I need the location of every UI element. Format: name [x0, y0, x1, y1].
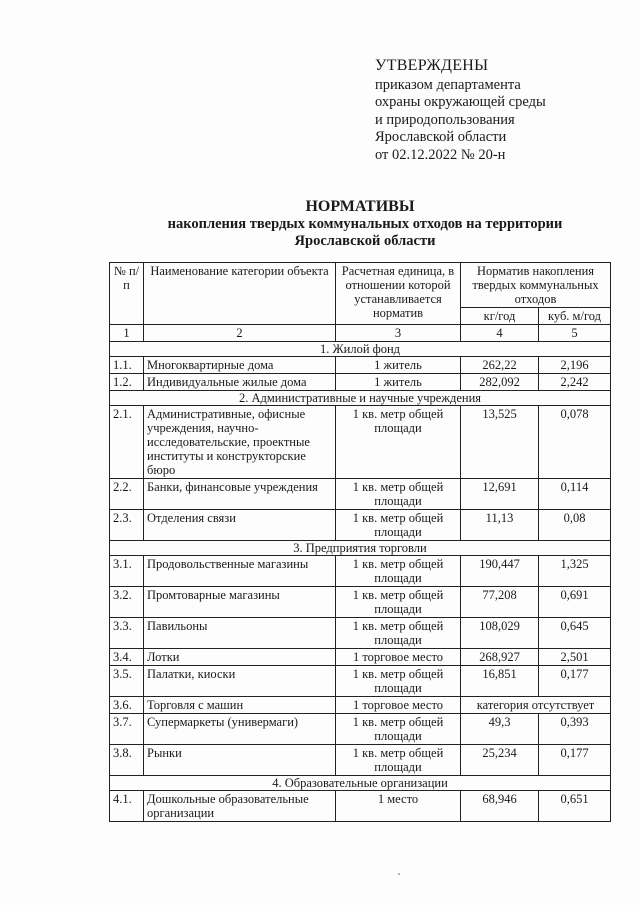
table-row [110, 697, 611, 714]
row-category: Дошкольные образовательные организации [144, 791, 336, 822]
row-category: Лотки [144, 649, 336, 666]
row-unit: 1 кв. метр общей площади [336, 714, 461, 745]
table-row [110, 791, 611, 822]
approval-line: охраны окружающей среды [375, 94, 546, 110]
row-category: Индивидуальные жилые дома [144, 374, 336, 391]
row-number: 3.3. [110, 618, 144, 649]
row-unit: 1 кв. метр общей площади [336, 587, 461, 618]
row-m3-value: 0,651 [539, 791, 611, 822]
row-unit: 1 место [336, 791, 461, 822]
row-kg-value: 68,946 [461, 791, 539, 822]
row-m3-value: 0,691 [539, 587, 611, 618]
row-unit: 1 житель [336, 357, 461, 374]
row-unit: 1 житель [336, 374, 461, 391]
row-unit: 1 торговое место [336, 649, 461, 666]
row-kg-value: 11,13 [461, 510, 539, 541]
row-category: Палатки, киоски [144, 666, 336, 697]
row-category: Супермаркеты (универмаги) [144, 714, 336, 745]
col-number: 3 [336, 325, 461, 342]
row-m3-value: 2,196 [539, 357, 611, 374]
row-kg-value: 16,851 [461, 666, 539, 697]
row-kg-value: 108,029 [461, 618, 539, 649]
col-number: 5 [539, 325, 611, 342]
table-row [110, 556, 611, 587]
row-category: Отделения связи [144, 510, 336, 541]
row-number: 2.3. [110, 510, 144, 541]
col-number: 4 [461, 325, 539, 342]
header-kg: кг/год [461, 308, 539, 325]
table-row [110, 649, 611, 666]
row-unit: 1 кв. метр общей площади [336, 510, 461, 541]
subtitle-line: Ярославской области [294, 233, 436, 249]
row-category: Павильоны [144, 618, 336, 649]
section-title: 4. Образовательные организации [110, 776, 611, 791]
row-number: 3.8. [110, 745, 144, 776]
row-kg-value: 13,525 [461, 406, 539, 479]
norms-table [109, 262, 611, 822]
header-m3: куб. м/год [539, 308, 611, 325]
row-unit: 1 кв. метр общей площади [336, 666, 461, 697]
row-kg-value: 12,691 [461, 479, 539, 510]
section-row [110, 776, 611, 791]
scan-speck [398, 873, 400, 875]
table-header-row [110, 263, 611, 308]
section-title: 1. Жилой фонд [110, 342, 611, 357]
table-row [110, 618, 611, 649]
col-number: 1 [110, 325, 144, 342]
row-category: Банки, финансовые учреждения [144, 479, 336, 510]
row-number: 3.2. [110, 587, 144, 618]
row-kg-value: 77,208 [461, 587, 539, 618]
row-m3-value: 2,501 [539, 649, 611, 666]
row-unit: 1 кв. метр общей площади [336, 745, 461, 776]
table-row [110, 510, 611, 541]
table-row [110, 587, 611, 618]
approval-line: приказом департамента [375, 76, 521, 93]
table-row [110, 479, 611, 510]
row-m3-value: 0,645 [539, 618, 611, 649]
header-norm: Норматив накопления твердых коммунальных отходов [461, 263, 611, 308]
table-row [110, 406, 611, 479]
row-m3-value: 0,177 [539, 666, 611, 697]
section-title: 2. Административные и научные учреждения [110, 391, 611, 406]
row-number: 3.1. [110, 556, 144, 587]
row-number: 3.7. [110, 714, 144, 745]
row-m3-value: 2,242 [539, 374, 611, 391]
row-number: 4.1. [110, 791, 144, 822]
row-unit: 1 кв. метр общей площади [336, 556, 461, 587]
row-unit: 1 кв. метр общей площади [336, 618, 461, 649]
header-num: № п/п [110, 263, 144, 325]
table-row [110, 374, 611, 391]
row-m3-value: 0,078 [539, 406, 611, 479]
row-unit: 1 кв. метр общей площади [336, 406, 461, 479]
row-unit: 1 кв. метр общей площади [336, 479, 461, 510]
row-category: Продовольственные магазины [144, 556, 336, 587]
approval-line: и природопользования [375, 111, 515, 128]
row-kg-value: 262,22 [461, 357, 539, 374]
row-category: Торговля с машин [144, 697, 336, 714]
row-number: 3.6. [110, 697, 144, 714]
document-subtitle [140, 216, 590, 250]
row-number: 3.5. [110, 666, 144, 697]
row-m3-value: 0,393 [539, 714, 611, 745]
table-row [110, 714, 611, 745]
row-category: Рынки [144, 745, 336, 776]
section-title: 3. Предприятия торговли [110, 541, 611, 556]
document-title: НОРМАТИВЫ [305, 198, 415, 215]
col-number: 2 [144, 325, 336, 342]
section-row [110, 541, 611, 556]
row-number: 2.2. [110, 479, 144, 510]
header-name: Наименование категории объекта [144, 263, 336, 325]
approval-line: от 02.12.2022 № 20-н [375, 146, 506, 163]
row-number: 1.1. [110, 357, 144, 374]
row-number: 1.2. [110, 374, 144, 391]
row-m3-value: 0,114 [539, 479, 611, 510]
approval-heading: УТВЕРЖДЕНЫ [375, 57, 489, 74]
approval-block [375, 57, 546, 164]
section-row [110, 342, 611, 357]
row-kg-value: 190,447 [461, 556, 539, 587]
row-kg-value: 268,927 [461, 649, 539, 666]
row-kg-value: 49,3 [461, 714, 539, 745]
row-merged-value: категория отсутствует [461, 697, 611, 714]
approval-line: Ярославской области [375, 129, 507, 145]
row-category: Промтоварные магазины [144, 587, 336, 618]
row-category: Административные, офисные учреждения, научно-исследовательские, проектные институты и конструкторские бюро [144, 406, 336, 479]
row-kg-value: 25,234 [461, 745, 539, 776]
row-category: Многоквартирные дома [144, 357, 336, 374]
row-number: 3.4. [110, 649, 144, 666]
column-numbers-row [110, 325, 611, 342]
table-row [110, 357, 611, 374]
row-kg-value: 282,092 [461, 374, 539, 391]
table-row [110, 745, 611, 776]
row-number: 2.1. [110, 406, 144, 479]
section-row [110, 391, 611, 406]
table-row [110, 666, 611, 697]
row-m3-value: 0,177 [539, 745, 611, 776]
subtitle-line: накопления твердых коммунальных отходов на территории [167, 216, 563, 232]
row-unit: 1 торговое место [336, 697, 461, 714]
row-m3-value: 1,325 [539, 556, 611, 587]
row-m3-value: 0,08 [539, 510, 611, 541]
header-unit: Расчетная единица, в отношении которой устанавливается норматив [336, 263, 461, 325]
